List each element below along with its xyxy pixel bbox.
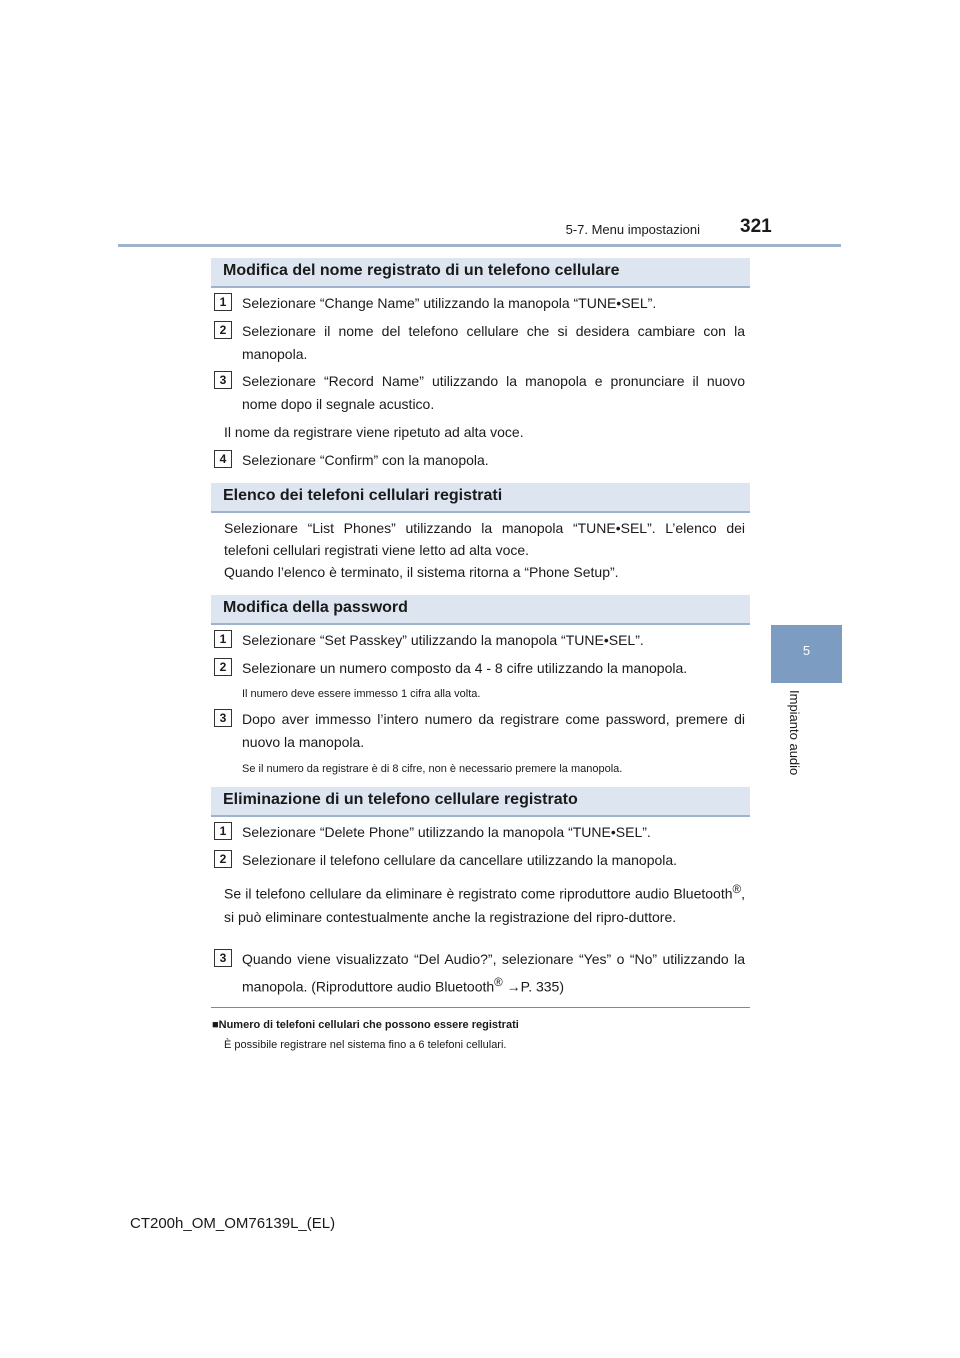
step-number-badge: 3: [214, 949, 232, 967]
section-heading-text: Eliminazione di un telefono cellulare registrato: [223, 791, 578, 808]
step-number-badge: 3: [214, 371, 232, 389]
paragraph: Selezionare “List Phones” utilizzando la manopola “TUNE•SEL”. L’elenco dei telefoni cellulari registrati viene letto ad alta voce.: [224, 520, 745, 558]
step-text-part: Quando viene visualizzato “Del Audio?”, selezionare “Yes” o “No” utilizzando la manopola. (Riproduttore audio Bluetooth: [242, 951, 745, 995]
step-number-badge: 2: [214, 850, 232, 868]
step-text: Selezionare il nome del telefono cellulare che si desidera cambiare con la manopola.: [242, 323, 745, 362]
step-number-badge: 4: [214, 450, 232, 468]
footnote-text: È possibile registrare nel sistema fino a 6 telefoni cellulari.: [224, 1039, 507, 1051]
section-heading-list-phones: [211, 483, 750, 513]
step-item: [214, 449, 745, 472]
registered-mark: ®: [732, 883, 742, 896]
step-number-badge: 1: [214, 822, 232, 840]
step-number-badge: 3: [214, 709, 232, 727]
section-heading-password: [211, 595, 750, 625]
paragraph: Quando l’elenco è terminato, il sistema ritorna a “Phone Setup”.: [224, 564, 619, 580]
step-item: [214, 948, 745, 999]
page-number: 321: [740, 216, 772, 237]
step-text: Selezionare un numero composto da 4 - 8 cifre utilizzando la manopola.: [242, 660, 688, 676]
step-text: Selezionare “Set Passkey” utilizzando la manopola “TUNE•SEL”.: [242, 632, 644, 648]
step-item: [214, 708, 745, 754]
section-title: 5-7. Menu impostazioni: [565, 222, 700, 237]
paragraph-part: Se il telefono cellulare da eliminare è registrato come riproduttore audio Bluetooth: [224, 885, 733, 902]
step-text: Dopo aver immesso l’intero numero da registrare come password, premere di nuovo la manopola.: [242, 711, 745, 750]
step-item: [214, 849, 745, 872]
step-item: [214, 629, 745, 652]
step-number-badge: 1: [214, 293, 232, 311]
step-text: Selezionare “Confirm” con la manopola.: [242, 452, 489, 468]
paragraph: Il nome da registrare viene ripetuto ad alta voce.: [224, 424, 524, 440]
section-heading-rename: [211, 258, 750, 288]
step-text: [242, 948, 745, 999]
chapter-number: 5: [802, 643, 811, 658]
chapter-label-text: Impianto audio: [787, 690, 802, 776]
section-heading-text: Modifica della password: [223, 599, 408, 616]
section-heading-text: Elenco dei telefoni cellulari registrati: [223, 487, 503, 504]
step-number-badge: 1: [214, 630, 232, 648]
section-heading-text: Modifica del nome registrato di un telefono cellulare: [223, 262, 620, 279]
footnote-title: ■Numero di telefoni cellulari che possono essere registrati: [212, 1019, 519, 1031]
step-text: Selezionare “Change Name” utilizzando la manopola “TUNE•SEL”.: [242, 295, 657, 311]
chapter-tab: [771, 625, 842, 683]
step-item: [214, 320, 745, 366]
step-item: [214, 292, 745, 315]
header-divider: [118, 244, 841, 247]
step-text: Selezionare “Delete Phone” utilizzando la manopola “TUNE•SEL”.: [242, 824, 651, 840]
note-text: Se il numero da registrare è di 8 cifre, non è necessario premere la manopola.: [242, 763, 623, 775]
paragraph-part: , si può eliminare contestualmente anche la registrazione del ripro-duttore.: [224, 885, 745, 925]
document-code: CT200h_OM_OM76139L_(EL): [130, 1215, 336, 1232]
registered-mark: ®: [494, 976, 503, 989]
section-divider: [211, 1007, 750, 1008]
step-item: [214, 657, 745, 680]
step-item: [214, 821, 745, 844]
note-text: Il numero deve essere immesso 1 cifra alla volta.: [242, 688, 481, 700]
paragraph: [224, 878, 745, 929]
step-number-badge: 2: [214, 321, 232, 339]
step-text-part: →P. 335): [502, 978, 564, 995]
step-number-badge: 2: [214, 658, 232, 676]
step-item: [214, 370, 745, 416]
step-text: Selezionare il telefono cellulare da cancellare utilizzando la manopola.: [242, 852, 678, 868]
section-heading-delete: [211, 787, 750, 817]
chapter-label: [788, 690, 804, 790]
step-text: Selezionare “Record Name” utilizzando la manopola e pronunciare il nuovo nome dopo il segnale acustico.: [242, 373, 745, 412]
